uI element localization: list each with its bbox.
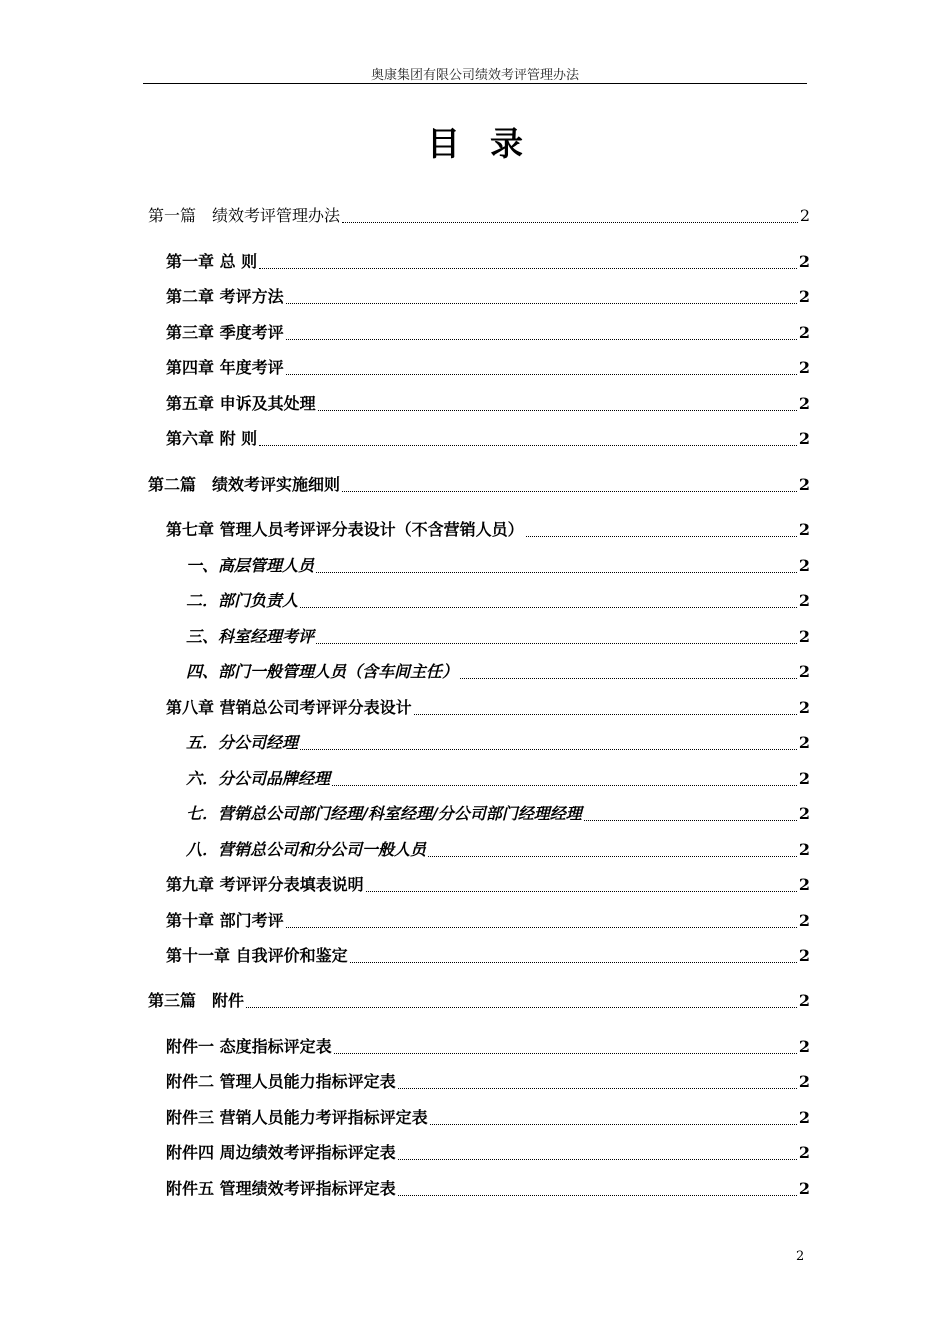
- toc-entry-chapter-4[interactable]: [148, 355, 810, 381]
- toc-entry-page: 2: [798, 875, 810, 894]
- toc-leader-dots: [342, 491, 797, 492]
- toc-entry-chapter-3[interactable]: [148, 320, 810, 346]
- toc-entry-label: 第三篇 附件: [148, 991, 245, 1010]
- toc-leader-dots: [526, 536, 797, 537]
- toc-entry-label: 第一章 总 则: [166, 252, 258, 271]
- toc-entry-label: 第三章 季度考评: [166, 323, 284, 342]
- toc-entry-chapter-9[interactable]: [148, 872, 810, 898]
- toc-entry-page: 2: [798, 1037, 810, 1056]
- toc-entry-chapter-11[interactable]: [148, 943, 810, 969]
- toc-entry-chapter-8[interactable]: [148, 695, 810, 721]
- toc-entry-chapter-6[interactable]: [148, 426, 810, 452]
- toc-entry-chapter-1[interactable]: [148, 249, 810, 275]
- running-header: 奥康集团有限公司绩效考评管理办法: [370, 68, 579, 83]
- toc-entry-section-6[interactable]: [148, 766, 810, 792]
- toc-entry-label: 第五章 申诉及其处理: [166, 394, 316, 413]
- toc-leader-dots: [334, 1053, 797, 1054]
- toc-entry-section-4[interactable]: [148, 659, 810, 685]
- toc-entry-label: 第八章 营销总公司考评评分表设计: [166, 698, 412, 717]
- toc-entry-label: 第九章 考评评分表填表说明: [166, 875, 364, 894]
- toc-entry-page: 2: [798, 911, 810, 930]
- toc-entry-page: 2: [798, 698, 810, 717]
- header-rule: [143, 83, 807, 84]
- toc-entry-page: 2: [798, 556, 810, 575]
- toc-entry-appendix-2[interactable]: [148, 1069, 810, 1095]
- toc-entry-page: 2: [798, 946, 810, 965]
- toc-entry-page: 2: [798, 1179, 810, 1198]
- toc-entry-page: 2: [798, 1143, 810, 1162]
- page-number: 2: [796, 1249, 805, 1264]
- toc-entry-page: 2: [798, 1108, 810, 1127]
- toc-entry-label: 三、科室经理考评: [186, 627, 315, 646]
- toc-entry-label: 第四章 年度考评: [166, 358, 284, 377]
- toc-entry-label: 五．分公司经理: [186, 733, 299, 752]
- toc-entry-label: 七．营销总公司部门经理/科室经理/分公司部门经理经理: [186, 804, 582, 823]
- toc-entry-chapter-10[interactable]: [148, 908, 810, 934]
- toc-leader-dots: [342, 222, 798, 223]
- toc-leader-dots: [332, 785, 797, 786]
- toc-entry-page: 2: [798, 840, 810, 859]
- toc-entry-appendix-5[interactable]: [148, 1176, 810, 1202]
- toc-entry-label: 八．营销总公司和分公司一般人员: [186, 840, 427, 859]
- toc-entry-part-3[interactable]: [148, 988, 810, 1014]
- toc-leader-dots: [259, 445, 797, 446]
- toc-leader-dots: [286, 374, 797, 375]
- toc-entry-section-1[interactable]: [148, 553, 810, 579]
- toc-entry-label: 附件五 管理绩效考评指标评定表: [166, 1179, 396, 1198]
- toc-entry-page: 2: [798, 627, 810, 646]
- toc-entry-page: 2: [798, 991, 810, 1010]
- toc-entry-section-2[interactable]: [148, 588, 810, 614]
- toc-entry-label: 第一篇 绩效考评管理办法: [148, 206, 341, 225]
- toc-entry-label: 第七章 管理人员考评评分表设计（不含营销人员）: [166, 520, 524, 539]
- toc-entry-label: 附件二 管理人员能力指标评定表: [166, 1072, 396, 1091]
- toc-entry-section-3[interactable]: [148, 624, 810, 650]
- toc-entry-label: 第二篇 绩效考评实施细则: [148, 475, 341, 494]
- toc-entry-appendix-3[interactable]: [148, 1105, 810, 1131]
- toc-entry-page: 2: [798, 252, 810, 271]
- toc-entry-label: 第十章 部门考评: [166, 911, 284, 930]
- toc-leader-dots: [286, 339, 797, 340]
- toc-leader-dots: [316, 572, 797, 573]
- toc-entry-page: 2: [798, 429, 810, 448]
- toc-leader-dots: [318, 410, 797, 411]
- toc-entry-section-7[interactable]: [148, 801, 810, 827]
- toc-entry-page: 2: [798, 804, 810, 823]
- toc-entry-page: 2: [798, 394, 810, 413]
- toc-entry-label: 附件三 营销人员能力考评指标评定表: [166, 1108, 428, 1127]
- toc-entry-chapter-7[interactable]: [148, 517, 810, 543]
- toc-entry-part-2[interactable]: [148, 472, 810, 498]
- toc-entry-part-1[interactable]: [148, 203, 810, 229]
- toc-entry-label: 附件四 周边绩效考评指标评定表: [166, 1143, 396, 1162]
- toc-leader-dots: [300, 607, 797, 608]
- toc-leader-dots: [286, 927, 797, 928]
- toc-entry-page: 2: [798, 323, 810, 342]
- toc-entry-page: 2: [798, 662, 810, 681]
- toc-entry-page: 2: [798, 733, 810, 752]
- toc-leader-dots: [398, 1195, 797, 1196]
- toc-leader-dots: [414, 714, 797, 715]
- toc-entry-page: 2: [798, 591, 810, 610]
- toc-entry-label: 第十一章 自我评价和鉴定: [166, 946, 348, 965]
- toc-leader-dots: [366, 891, 797, 892]
- toc-entry-label: 第六章 附 则: [166, 429, 258, 448]
- toc-entry-label: 四、部门一般管理人员（含车间主任）: [186, 662, 459, 681]
- toc-entry-chapter-2[interactable]: [148, 284, 810, 310]
- toc-entry-section-8[interactable]: [148, 837, 810, 863]
- toc-leader-dots: [300, 749, 797, 750]
- toc-entry-page: 2: [799, 206, 810, 225]
- toc-leader-dots: [584, 820, 797, 821]
- toc-entry-page: 2: [798, 287, 810, 306]
- toc-title: 目录: [427, 124, 553, 163]
- toc-entry-chapter-5[interactable]: [148, 391, 810, 417]
- toc-entry-page: 2: [798, 1072, 810, 1091]
- toc-leader-dots: [316, 643, 797, 644]
- toc-leader-dots: [460, 678, 797, 679]
- toc-entry-page: 2: [798, 520, 810, 539]
- toc-leader-dots: [246, 1007, 797, 1008]
- toc-entry-label: 第二章 考评方法: [166, 287, 284, 306]
- toc-leader-dots: [428, 856, 797, 857]
- toc-leader-dots: [286, 303, 797, 304]
- toc-leader-dots: [398, 1159, 797, 1160]
- toc-entry-appendix-1[interactable]: [148, 1034, 810, 1060]
- toc-leader-dots: [259, 268, 797, 269]
- toc-leader-dots: [398, 1088, 797, 1089]
- toc-entry-page: 2: [798, 475, 810, 494]
- toc-leader-dots: [430, 1124, 797, 1125]
- toc-entry-label: 六．分公司品牌经理: [186, 769, 331, 788]
- toc-entry-label: 一、高层管理人员: [186, 556, 315, 575]
- toc-entry-label: 附件一 态度指标评定表: [166, 1037, 332, 1056]
- toc-entry-appendix-4[interactable]: [148, 1140, 810, 1166]
- toc-entry-section-5[interactable]: [148, 730, 810, 756]
- toc-entry-label: 二．部门负责人: [186, 591, 299, 610]
- toc-leader-dots: [350, 962, 797, 963]
- toc-entry-page: 2: [798, 769, 810, 788]
- toc-entry-page: 2: [798, 358, 810, 377]
